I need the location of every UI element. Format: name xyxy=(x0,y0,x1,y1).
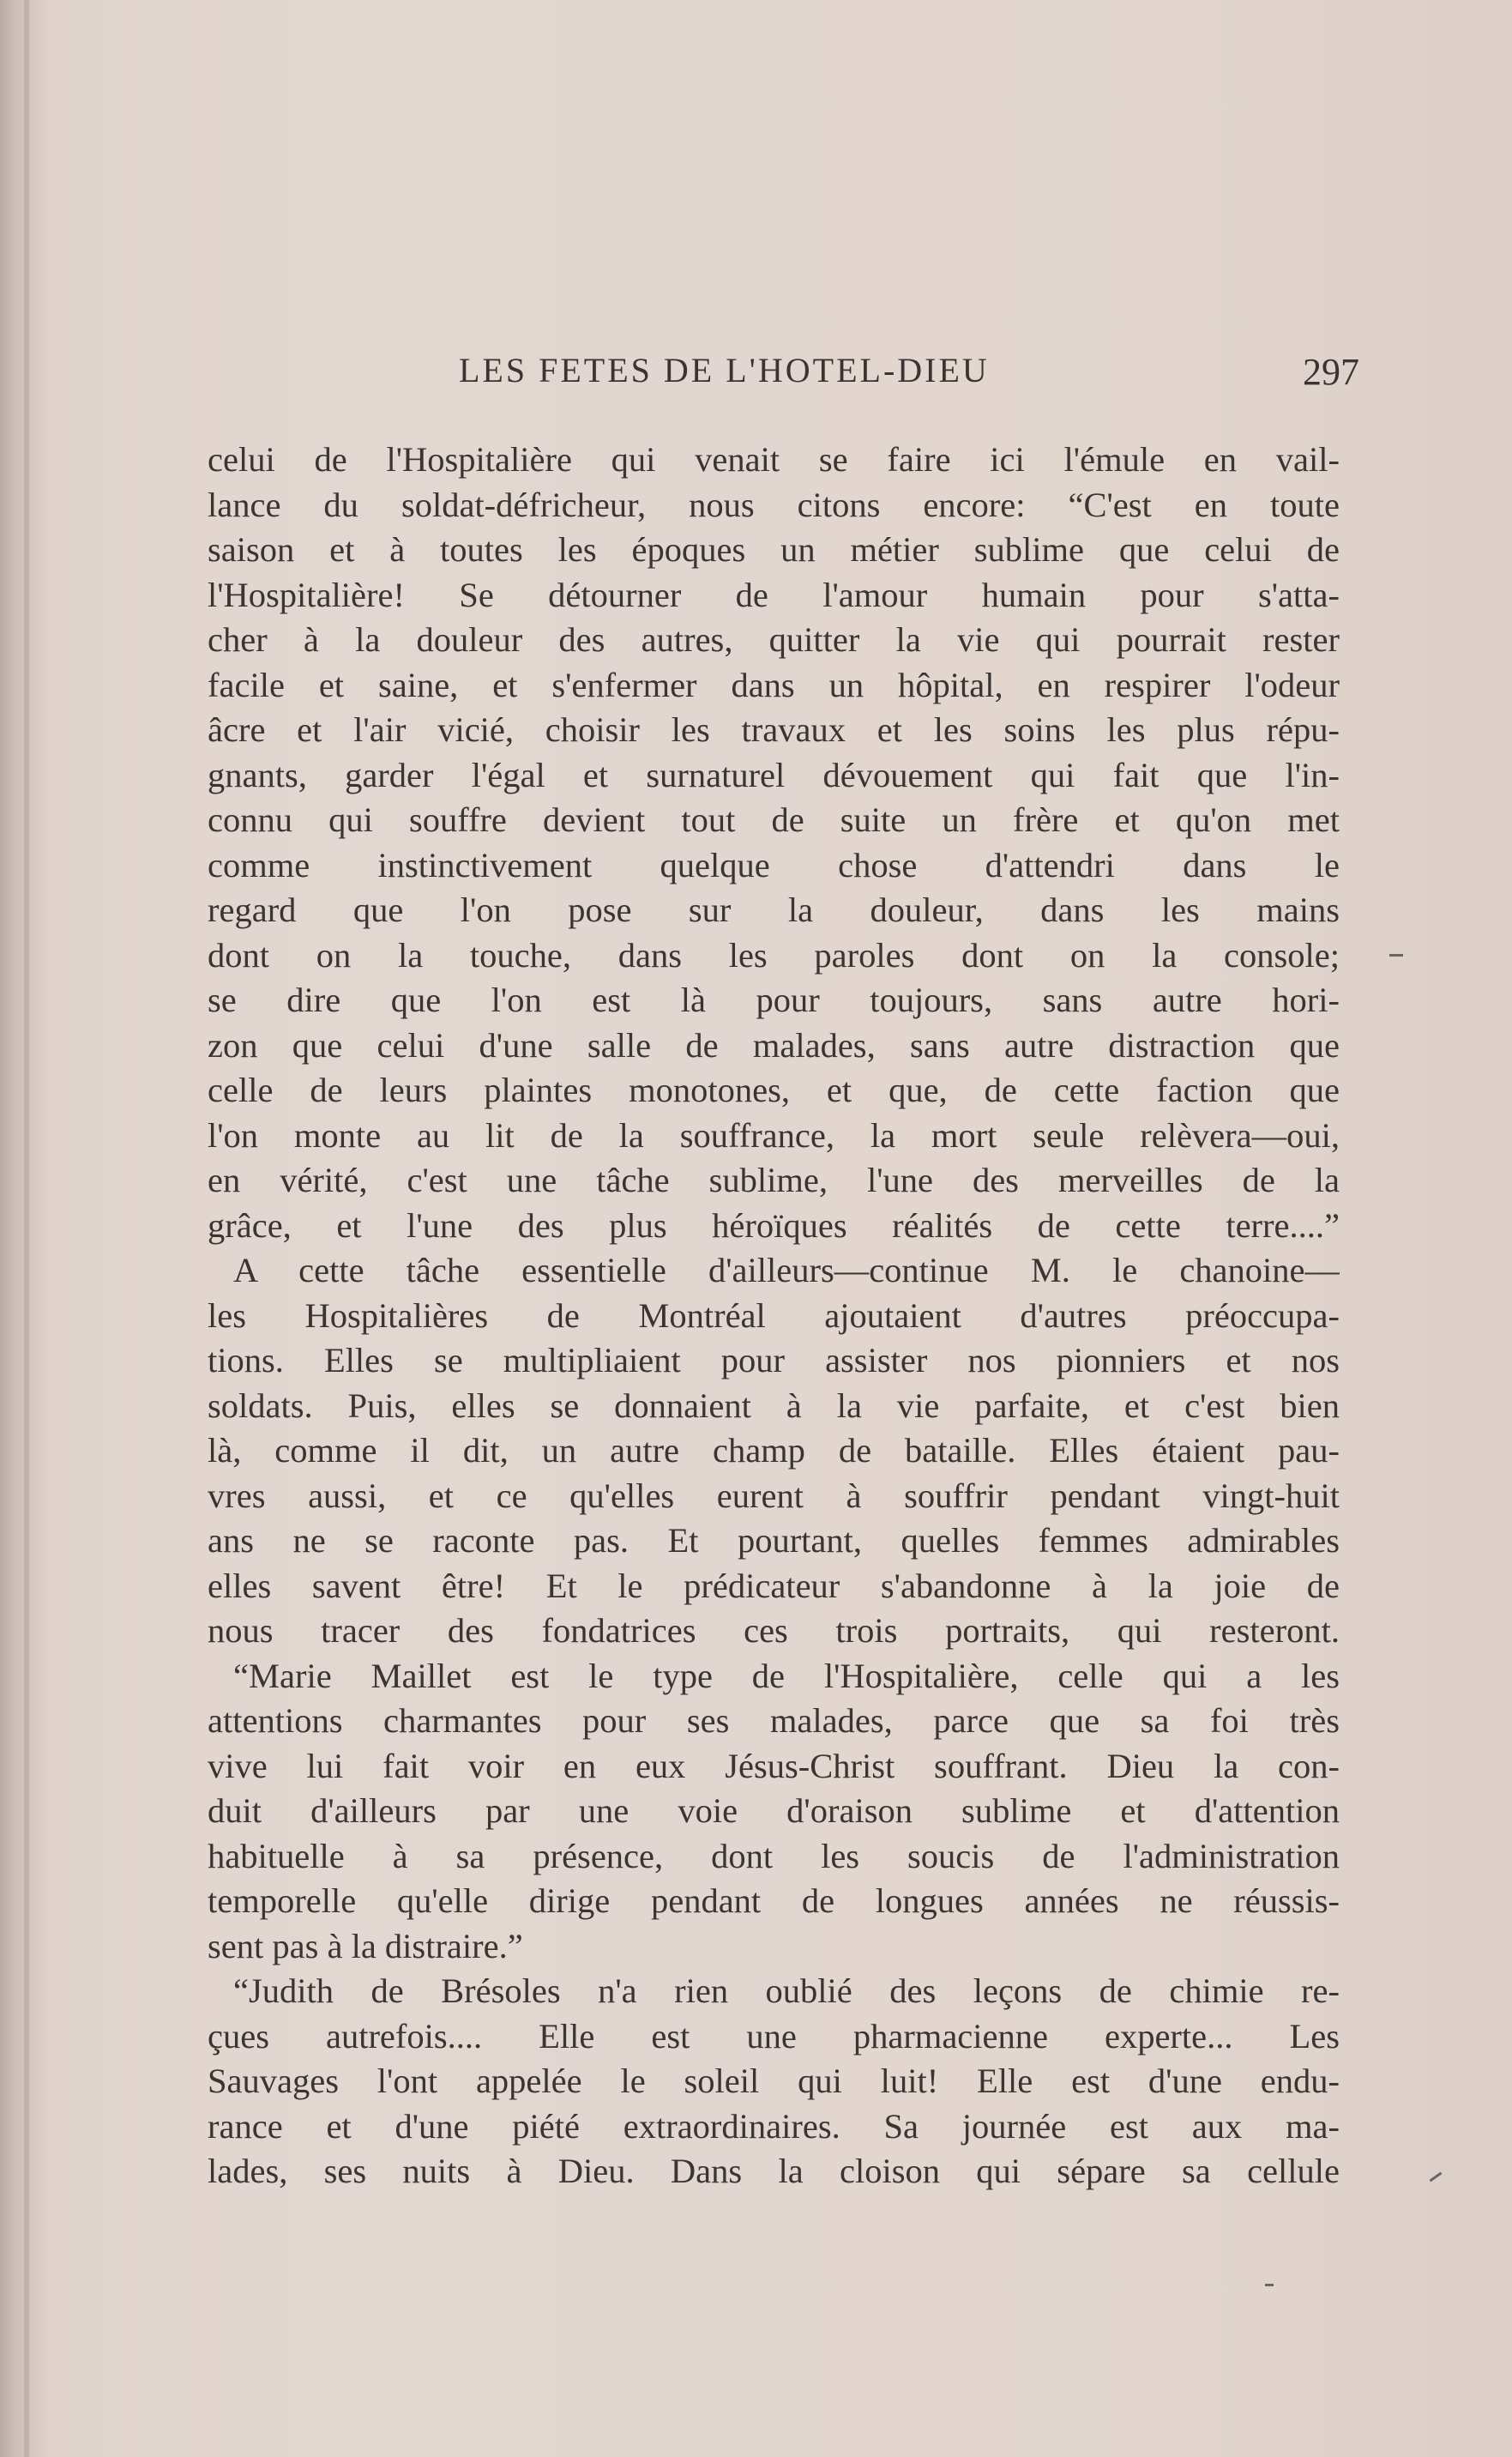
body-text xyxy=(208,438,1340,2194)
text-line: rance et d'une piété extraordinaires. Sa journée est aux ma- xyxy=(208,2106,1340,2146)
text-line: dont on la touche, dans les paroles dont on la console; xyxy=(208,935,1340,975)
text-line: celle de leurs plaintes monotones, et que, de cette faction que xyxy=(208,1071,1340,1109)
text-line: grâce, et l'une des plus héroïques réalités de cette terre....” xyxy=(208,1205,1340,1245)
text-line: l'on monte au lit de la souffrance, la mort seule relèvera—oui, xyxy=(208,1115,1340,1155)
text-line: là, comme il dit, un autre champ de bataille. Elles étaient pau- xyxy=(208,1431,1340,1470)
text-line: duit d'ailleurs par une voie d'oraison sublime et d'attention xyxy=(208,1791,1340,1830)
text-line: celui de l'Hospitalière qui venait se faire ici l'émule en vail- xyxy=(208,440,1340,479)
text-line: “Judith de Brésoles n'a rien oublié des leçons de chimie re- xyxy=(233,1971,1340,2010)
margin-mark xyxy=(1265,2284,1274,2286)
page-number: 297 xyxy=(1303,351,1359,393)
text-line: Sauvages l'ont appelée le soleil qui luit! Elle est d'une endu- xyxy=(208,2062,1340,2100)
margin-mark xyxy=(1430,2172,1443,2182)
margin-mark xyxy=(1389,954,1403,957)
text-line: ans ne se raconte pas. Et pourtant, quelles femmes admirables xyxy=(208,1521,1340,1560)
text-line: l'Hospitalière! Se détourner de l'amour humain pour s'atta- xyxy=(208,575,1340,614)
text-line: soldats. Puis, elles se donnaient à la vie parfaite, et c'est bien xyxy=(208,1385,1340,1425)
text-line: facile et saine, et s'enfermer dans un hôpital, en respirer l'odeur xyxy=(208,665,1340,704)
text-line: “Marie Maillet est le type de l'Hospitalière, celle qui a les xyxy=(233,1656,1340,1695)
text-line: temporelle qu'elle dirige pendant de longues années ne réussis- xyxy=(208,1881,1340,1920)
text-line: gnants, garder l'égal et surnaturel dévouement qui fait que l'in- xyxy=(208,755,1340,794)
text-line: les Hospitalières de Montréal ajoutaient d'autres préoccupa- xyxy=(208,1295,1340,1335)
text-line: attentions charmantes pour ses malades, parce que sa foi très xyxy=(208,1701,1340,1740)
text-line: regard que l'on pose sur la douleur, dans les mains xyxy=(208,890,1340,929)
text-line: comme instinctivement quelque chose d'attendri dans le xyxy=(208,845,1340,884)
binding-gutter xyxy=(24,0,29,2457)
text-line: âcre et l'air vicié, choisir les travaux et les soins les plus répu- xyxy=(208,710,1340,749)
text-line: lance du soldat-défricheur, nous citons encore: “C'est en toute xyxy=(208,485,1340,524)
text-line: zon que celui d'une salle de malades, sans autre distraction que xyxy=(208,1025,1340,1065)
text-line: elles savent être! Et le prédicateur s'abandonne à la joie de xyxy=(208,1566,1340,1605)
text-line: habituelle à sa présence, dont les soucis de l'administration xyxy=(208,1836,1340,1875)
text-line: lades, ses nuits à Dieu. Dans la cloison qui sépare sa cellule xyxy=(208,2152,1340,2190)
page-header xyxy=(459,350,1359,401)
text-line: en vérité, c'est une tâche sublime, l'une des merveilles de la xyxy=(208,1161,1340,1199)
text-line: A cette tâche essentielle d'ailleurs—continue M. le chanoine— xyxy=(233,1251,1340,1289)
running-title: LES FETES DE L'HOTEL-DIEU xyxy=(459,351,990,389)
text-line: se dire que l'on est là pour toujours, sans autre hori- xyxy=(208,981,1340,1019)
text-line: nous tracer des fondatrices ces trois portraits, qui resteront. xyxy=(208,1611,1340,1650)
text-line: cher à la douleur des autres, quitter la vie qui pourrait rester xyxy=(208,620,1340,659)
text-line: tions. Elles se multipliaient pour assister nos pionniers et nos xyxy=(208,1341,1340,1379)
text-line: vres aussi, et ce qu'elles eurent à souffrir pendant vingt-huit xyxy=(208,1476,1340,1515)
text-line: connu qui souffre devient tout de suite un frère et qu'on met xyxy=(208,800,1340,839)
text-line: çues autrefois.... Elle est une pharmacienne experte... Les xyxy=(208,2016,1340,2056)
text-line: sent pas à la distraire.” xyxy=(208,1926,523,1965)
text-line: vive lui fait voir en eux Jésus-Christ souffrant. Dieu la con- xyxy=(208,1746,1340,1785)
text-line: saison et à toutes les époques un métier sublime que celui de xyxy=(208,530,1340,569)
